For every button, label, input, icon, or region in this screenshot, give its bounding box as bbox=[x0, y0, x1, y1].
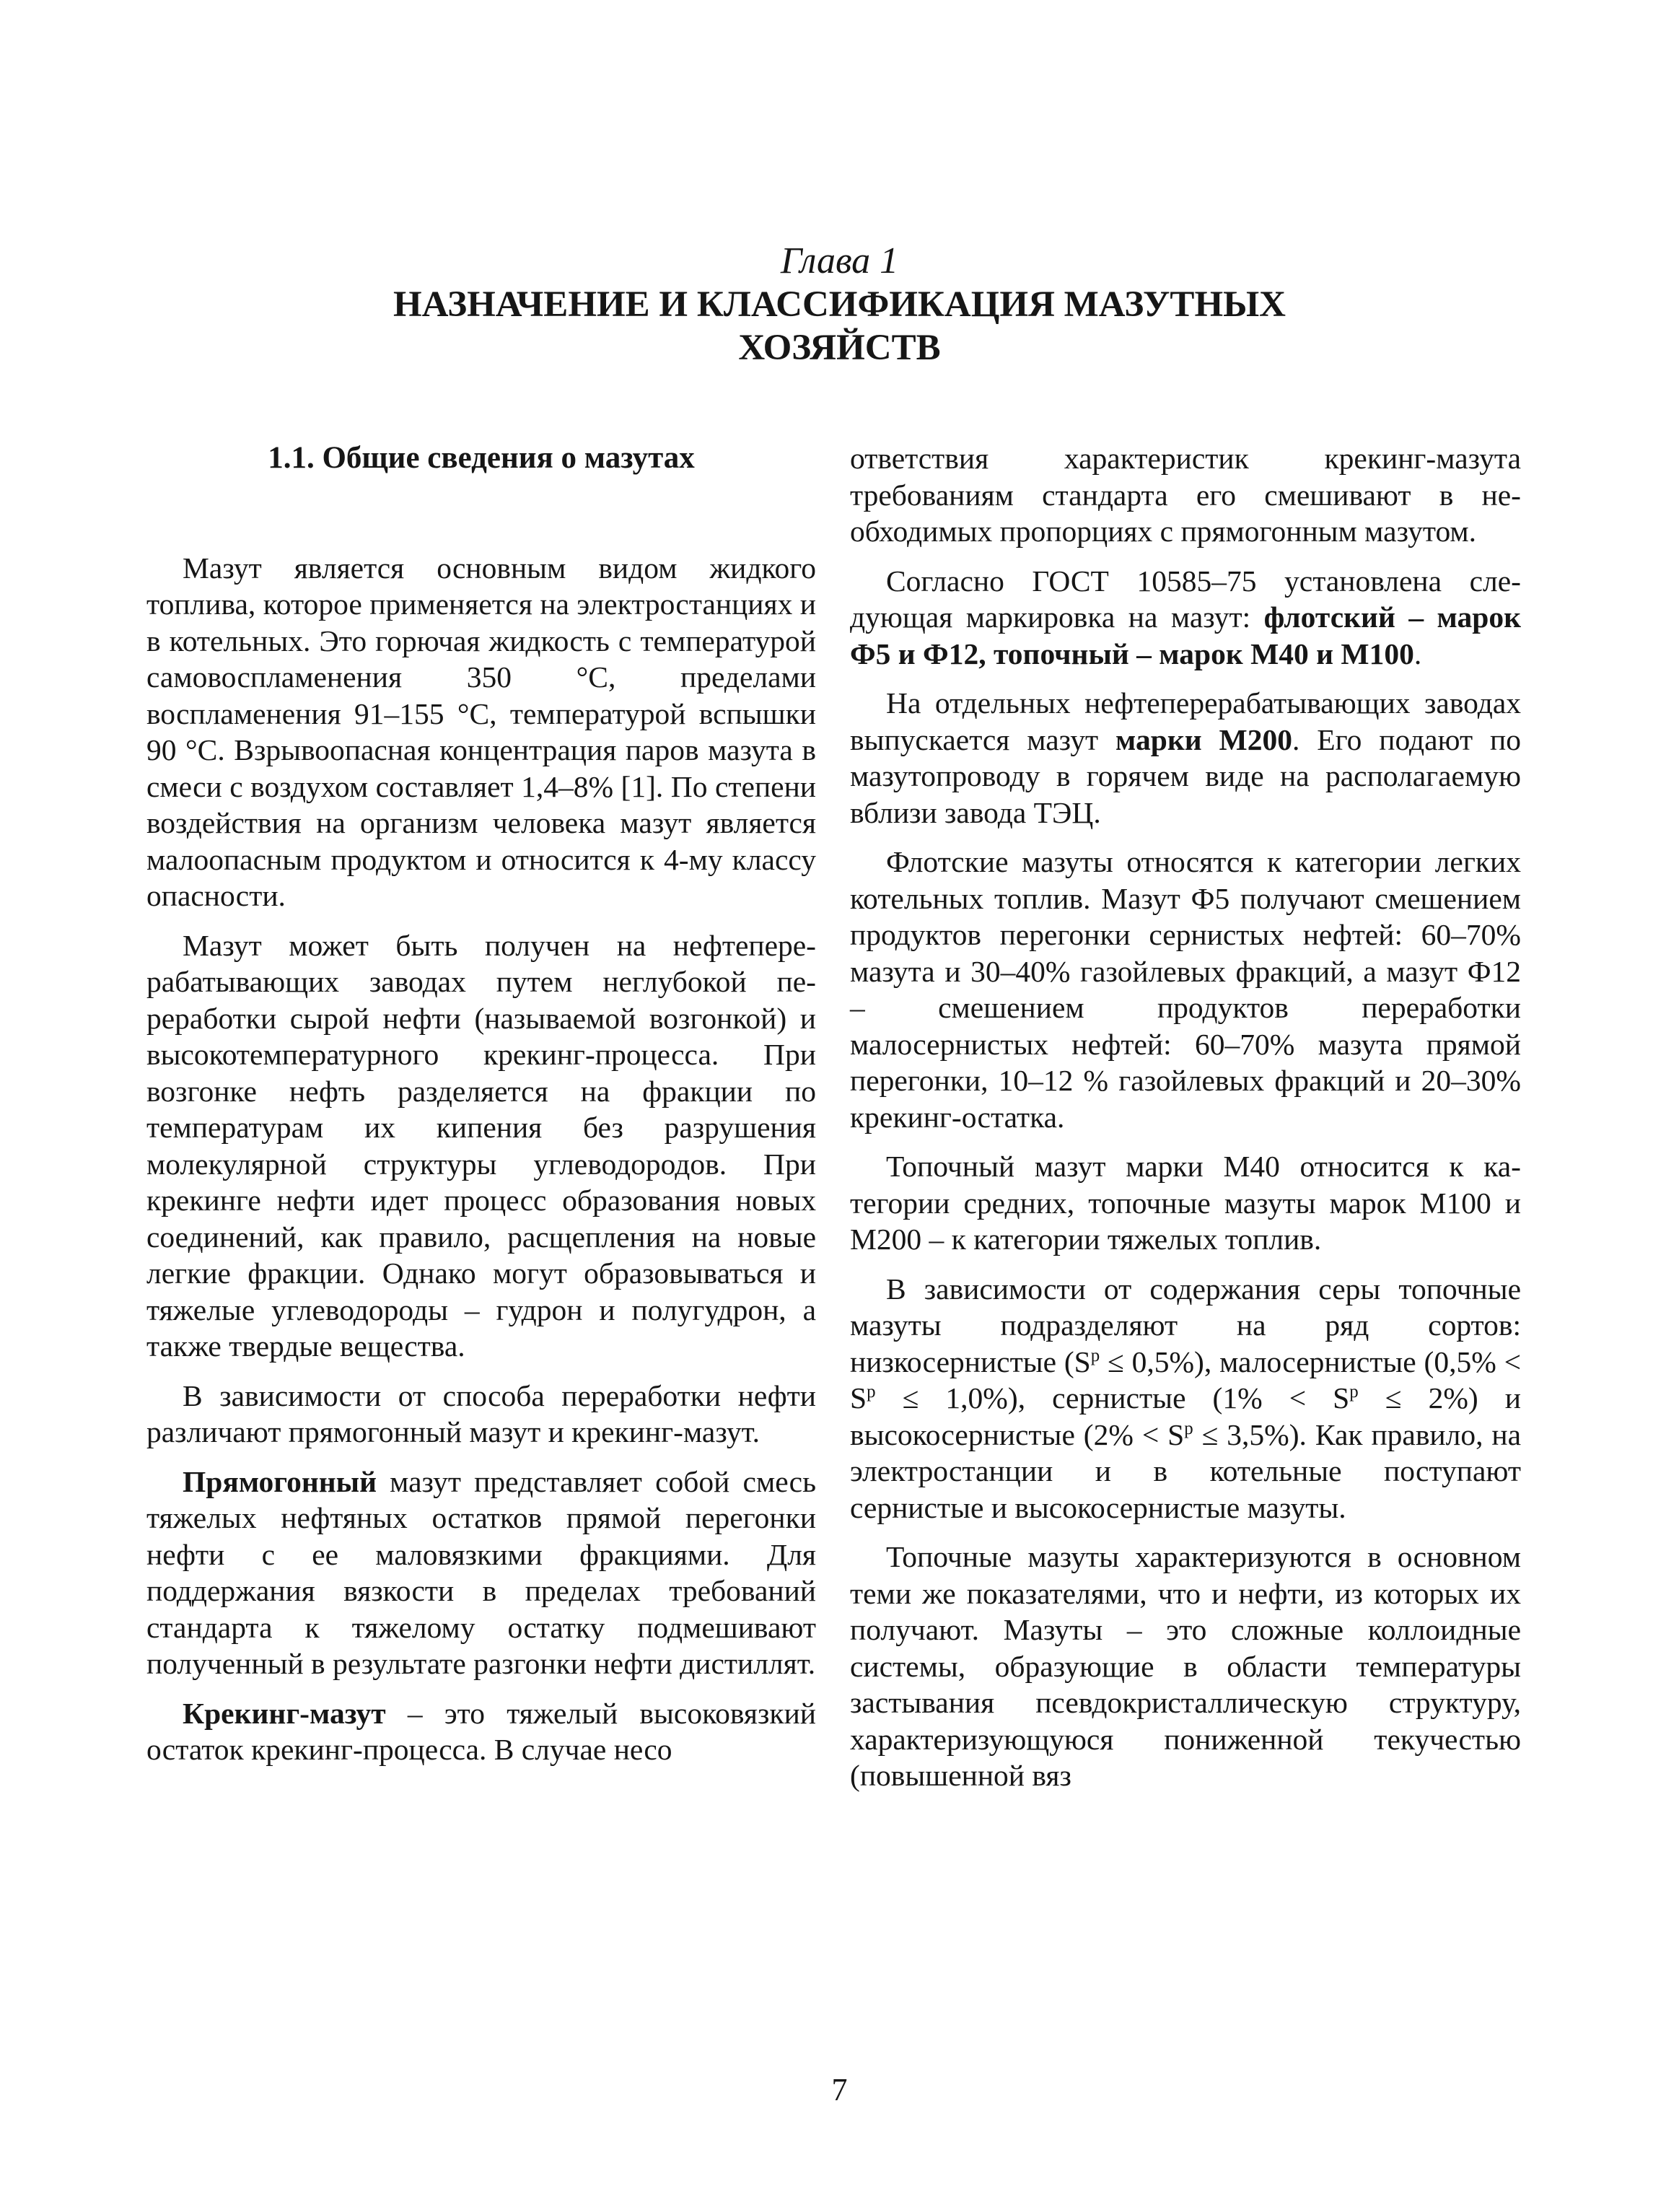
gost-end: . bbox=[1413, 637, 1422, 670]
paragraph-fleet-mazut: Флотские мазуты относятся к категории легких котельных топлив. Мазут Ф5 получают смешением продуктов перегонки сернистых нефтей: 60–70% мазута и 30–40% газойлевых фракций, а мазут Ф12 – смешением продуктов переработки малосернистых нефтей: 60–70% мазута прямой перегонки, 10–12 % газойлевых фракций и 20–30% крекинг-остатка. bbox=[850, 845, 1521, 1134]
sulfur-text-d: ≤ 2%) и высокосернистые (2% < S bbox=[850, 1381, 1521, 1451]
page-number: 7 bbox=[831, 2072, 848, 2107]
m200-grade: марки М200 bbox=[1115, 722, 1292, 756]
term-straight-run: Прямогонный bbox=[183, 1464, 377, 1498]
paragraph-straight-run-text: мазут представляет собой смесь тяжелых нефтяных остатков прямой перегонки нефти с ее маловязкими фракциями. Для поддержания вязкости в пределах требований стандарта к тяжелому остатку подмешивают полученный в результате разгонки нефти дистиллят. bbox=[146, 1464, 816, 1680]
chapter-label: Глава 1 bbox=[780, 240, 899, 281]
left-column bbox=[146, 440, 816, 1781]
chapter-title-line-1: НАЗНАЧЕНИЕ И КЛАССИФИКАЦИЯ МАЗУТНЫХ bbox=[393, 284, 1286, 325]
right-column bbox=[850, 440, 1521, 1807]
paragraph-m200 bbox=[850, 685, 1521, 831]
paragraph-cracking bbox=[146, 1695, 816, 1768]
paragraph-furnace-m40: Топочный мазут марки М40 относится к категории средних, топочные мазуты марок М100 и М200 – к категории тяжелых топлив. bbox=[850, 1150, 1521, 1256]
term-cracking-mazut: Крекинг-мазут bbox=[183, 1696, 386, 1730]
chapter-title-line-2: ХОЗЯЙСТВ bbox=[738, 328, 941, 368]
sulfur-sup-3: p bbox=[1349, 1382, 1359, 1402]
paragraph-straight-run bbox=[146, 1464, 816, 1682]
sulfur-text-c: ≤ 1,0%), сернистые (1% < S bbox=[875, 1381, 1350, 1415]
sulfur-text-a: В зависимости от содержания серы топочные мазуты подразделяют на ряд сортов: низкосернистые (S bbox=[850, 1272, 1521, 1378]
sulfur-text-b: ≤ 0,5%), малосернистые (0,5% < S bbox=[850, 1345, 1522, 1415]
sulfur-sup-2: p bbox=[867, 1382, 876, 1402]
m200-end: . Его подают по мазутопроводу в горячем виде на располагаемую вблизи завода ТЭЦ. bbox=[850, 722, 1521, 829]
paragraph-mazut-definition: Мазут является основным видом жидкого топлива, которое применяется на электростанциях и в котельных. Это горючая жидкость с температурой самовоспламенения 350 °С, пределами воспламенения 91–155 °С, температурой вспышки 90 °С. Взрывоопасная концентрация паров мазута в смеси с воздухом составляет 1,4–8% [1]. По степени воздействия на организм человека мазут является малоопасным продуктом и относится к 4-му классу опасности. bbox=[146, 551, 816, 912]
paragraph-cracking-continued: ответствия характеристик крекинг-мазута требованиям стандарта его смешивают в необходимых пропорциях с прямогонным мазутом. bbox=[850, 442, 1521, 548]
sulfur-sup-1: p bbox=[1090, 1345, 1100, 1365]
paragraph-gost-marking bbox=[850, 563, 1521, 673]
paragraph-cracking-text: – это тяжелый высоковязкий остаток крекинг-процесса. В случае несо bbox=[146, 1696, 816, 1766]
chapter-title bbox=[0, 283, 1679, 370]
sulfur-sup-4: p bbox=[1184, 1418, 1193, 1438]
paragraph-furnace-properties: Топочные мазуты характеризуются в основном теми же показателями, что и нефти, из которых их получают. Мазуты – это сложные коллоидные системы, образующие в области температуры застывания псевдокристаллическую структуру, характеризующуюся пониженной текучестью (повышенной вяз bbox=[850, 1540, 1521, 1792]
paragraph-mazut-production: Мазут может быть получен на нефтеперерабатывающих заводах путем неглубокой переработки сырой нефти (называемой возгонкой) и высокотемпературного крекинг-процесса. При возгонке нефть разделяется на фракции по температурам их кипения без разрушения молекулярной структуры углеводородов. При крекинге нефти идет процесс образования новых соединений, как правило, расщепления на новые легкие фракции. Однако могут образовываться и тяжелые углеводороды – гудрон и полугудрон, а также твердые вещества. bbox=[146, 928, 816, 1363]
sulfur-text-e: ≤ 3,5%). Как правило, на электростанции и в котельные поступают сернистые и высокосернистые мазуты. bbox=[850, 1417, 1521, 1524]
paragraph-mazut-types: В зависимости от способа переработки нефти различают прямогонный мазут и крекинг-мазут. bbox=[146, 1378, 816, 1448]
gost-text: Согласно ГОСТ 10585–75 установлена следующая маркировка на мазут: bbox=[850, 564, 1521, 634]
gost-grades: флотский – марок Ф5 и Ф12, топочный – марок М40 и М100 bbox=[850, 600, 1521, 670]
section-heading: 1.1. Общие сведения о мазутах bbox=[268, 441, 695, 475]
paragraph-sulfur-grades bbox=[850, 1271, 1521, 1526]
m200-text: На отдельных нефтеперерабатывающих заводах выпускается мазут bbox=[850, 686, 1521, 756]
